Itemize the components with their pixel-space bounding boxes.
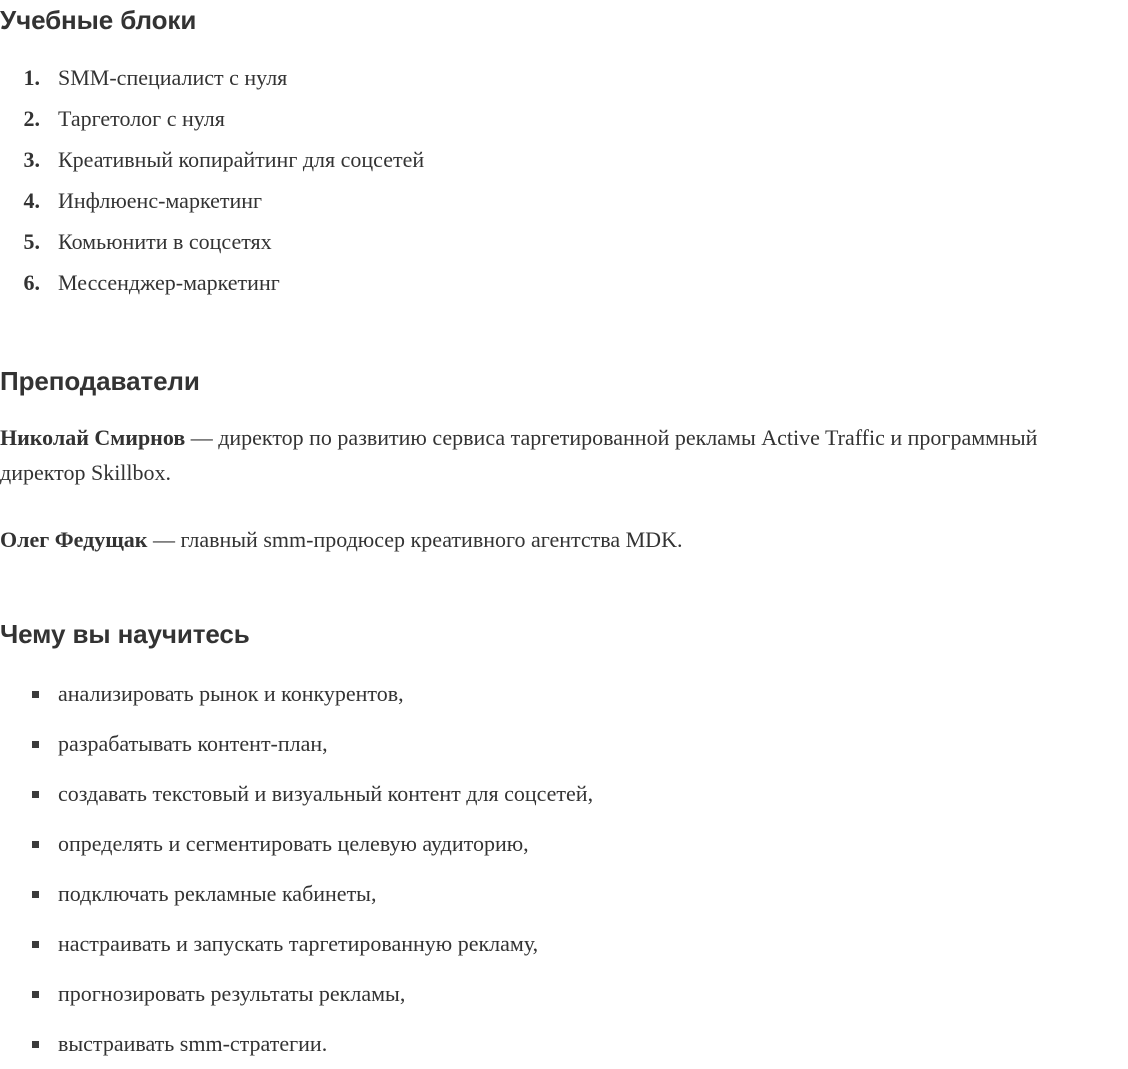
section-outcomes [0, 619, 1128, 1069]
list-item [0, 98, 1128, 139]
spacer [0, 557, 1128, 619]
list-item [0, 669, 1128, 719]
list-item [0, 139, 1128, 180]
list-item [0, 819, 1128, 869]
list-item [0, 869, 1128, 919]
list-item-label: SMM-специалист с нуля [58, 65, 288, 90]
list-item [0, 180, 1128, 221]
list-marker: 2. [23, 106, 40, 131]
spacer [0, 649, 1128, 669]
list-item-label: разрабатывать контент-план, [58, 731, 328, 756]
heading-outcomes: Чему вы научитесь [0, 619, 250, 649]
teacher-name: Олег Федущак [0, 527, 148, 552]
list-item [0, 769, 1128, 819]
outcomes-list [0, 669, 1128, 1069]
list-item-label: создавать текстовый и визуальный контент для соцсетей, [58, 781, 594, 806]
list-item-label: подключать рекламные кабинеты, [58, 881, 377, 906]
heading-modules: Учебные блоки [0, 5, 197, 35]
spacer [0, 490, 1128, 522]
modules-list [0, 57, 1128, 303]
list-item-label: анализировать рынок и конкурентов, [58, 681, 404, 706]
teacher-entry [0, 420, 1126, 490]
list-item [0, 719, 1128, 769]
square-bullet-icon [32, 941, 39, 948]
list-item-label: прогнозировать результаты рекламы, [58, 981, 406, 1006]
spacer [0, 303, 1128, 366]
list-marker: 3. [23, 147, 40, 172]
teacher-name: Николай Смирнов [0, 425, 186, 450]
list-marker: 6. [23, 270, 40, 295]
teacher-description: — директор по развитию сервиса таргетированной рекламы Active Traffic и программный директор Skillbox. [0, 425, 1038, 485]
list-item-label: определять и сегментировать целевую аудиторию, [58, 831, 529, 856]
list-marker: 5. [23, 229, 40, 254]
teacher-entry [0, 522, 1126, 557]
square-bullet-icon [32, 991, 39, 998]
square-bullet-icon [32, 691, 39, 698]
heading-teachers: Преподаватели [0, 366, 200, 396]
list-marker: 1. [23, 65, 40, 90]
list-item [0, 262, 1128, 303]
square-bullet-icon [32, 841, 39, 848]
list-item [0, 221, 1128, 262]
list-item-label: настраивать и запускать таргетированную рекламу, [58, 931, 539, 956]
list-item [0, 57, 1128, 98]
spacer [0, 396, 1128, 420]
spacer [0, 35, 1128, 57]
list-item-label: Комьюнити в соцсетях [58, 229, 272, 254]
list-item-label: Инфлюенс-маркетинг [58, 188, 263, 213]
list-item [0, 969, 1128, 1019]
section-modules [0, 0, 1128, 303]
square-bullet-icon [32, 891, 39, 898]
square-bullet-icon [32, 1041, 39, 1048]
teacher-description: — главный smm-продюсер креативного агентства MDK. [147, 527, 683, 552]
list-item [0, 919, 1128, 969]
square-bullet-icon [32, 791, 39, 798]
list-item-label: Таргетолог с нуля [58, 106, 225, 131]
list-item-label: Мессенджер-маркетинг [58, 270, 280, 295]
list-item-label: выстраивать smm-стратегии. [58, 1031, 328, 1056]
list-item [0, 1019, 1128, 1069]
list-marker: 4. [23, 188, 40, 213]
section-teachers [0, 366, 1128, 557]
list-item-label: Креативный копирайтинг для соцсетей [58, 147, 425, 172]
square-bullet-icon [32, 741, 39, 748]
